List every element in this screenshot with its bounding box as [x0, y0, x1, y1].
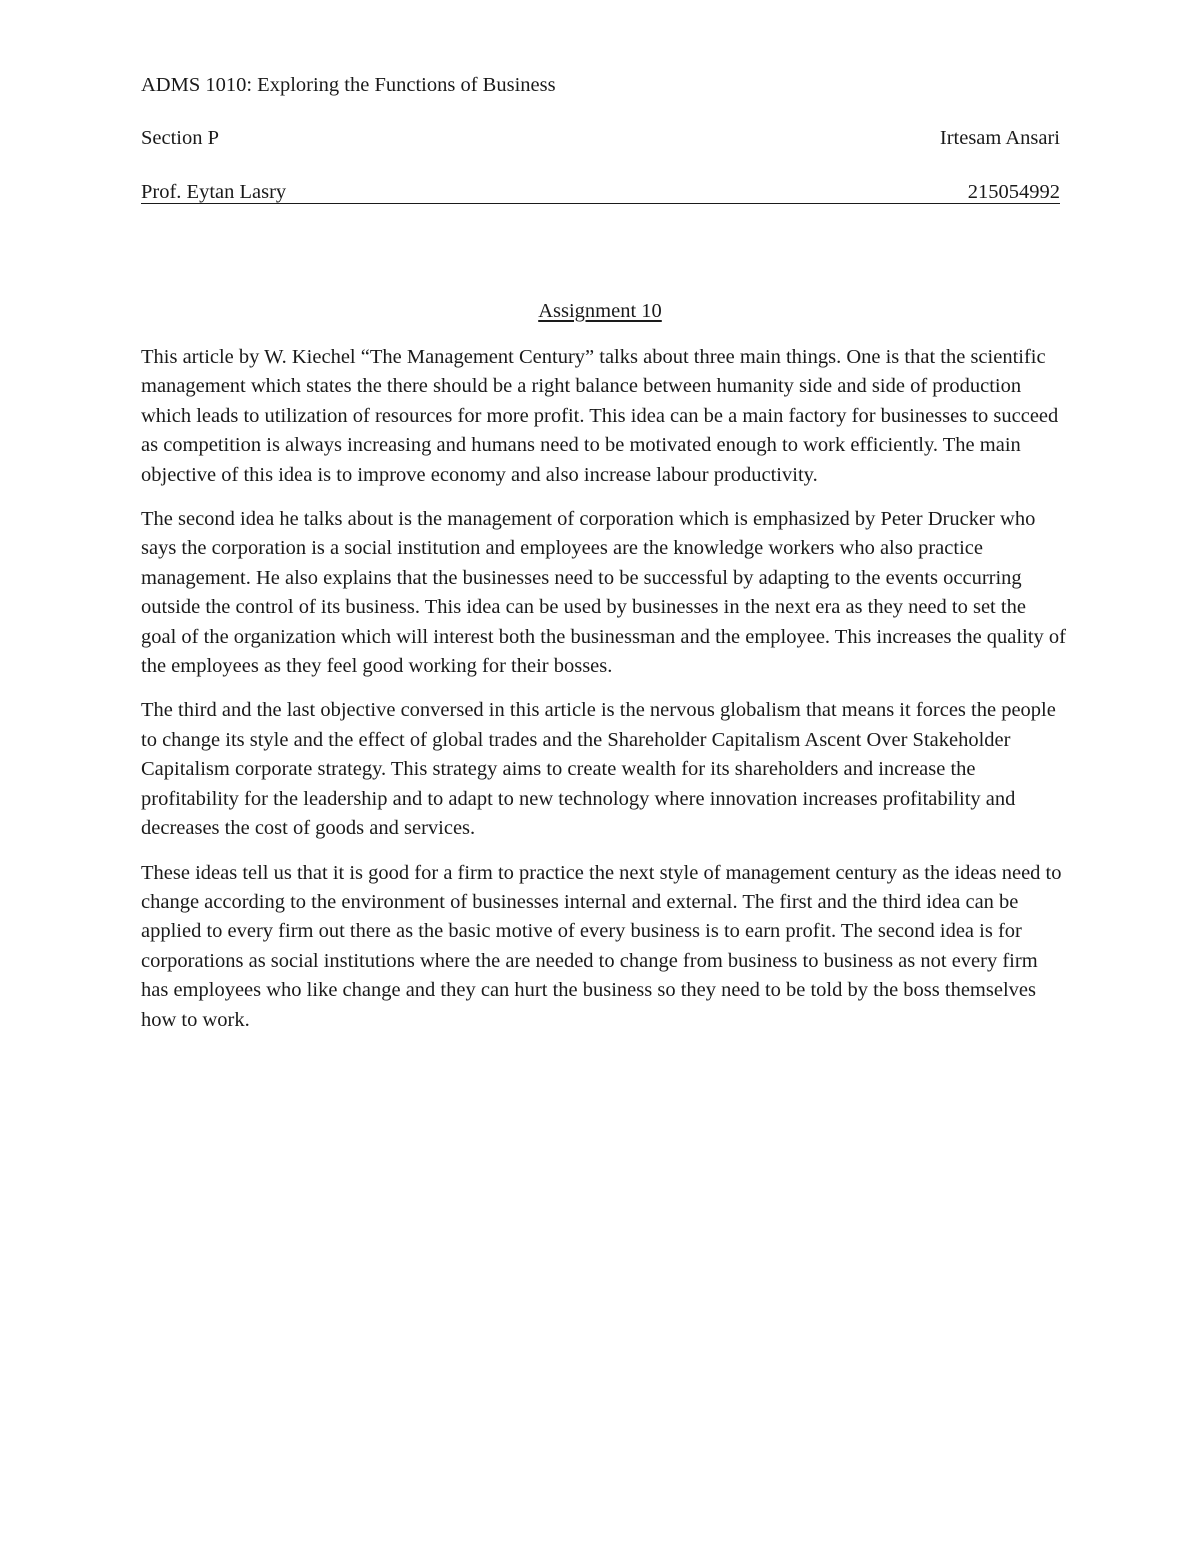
professor-row [141, 179, 1060, 204]
student-id: 215054992 [967, 181, 1060, 203]
section-row [141, 125, 1060, 151]
professor-name: Prof. Eytan Lasry [141, 181, 287, 203]
student-name: Irtesam Ansari [939, 127, 1060, 149]
assignment-title-container [0, 298, 1200, 324]
section-label: Section P [141, 127, 220, 149]
document-body [141, 343, 1066, 1050]
paragraph-2: The second idea he talks about is the management of corporation which is emphasized by Peter Drucker who says the corporation is a social institution and employees are the knowledge workers who also practice management. He also explains that the businesses need to be successful by adapting to the events occurring outside the control of its business. This idea can be used by businesses in the next era as they need to set the goal of the organization which will interest both the businessman and the employee. This increases the quality of the employees as they feel good working for their bosses. [141, 508, 1066, 678]
course-title: ADMS 1010: Exploring the Functions of Business [141, 74, 556, 96]
paragraph-3: The third and the last objective conversed in this article is the nervous globalism that means it forces the people to change its style and the effect of global trades and the Shareholder Capitalism Ascent Over Stakeholder Capitalism corporate strategy. This strategy aims to create wealth for its shareholders and increase the profitability for the leadership and to adapt to new technology where innovation increases profitability and decreases the cost of goods and services. [141, 699, 1056, 840]
assignment-title: Assignment 10 [538, 300, 662, 322]
paragraph-1: This article by W. Kiechel “The Management Century” talks about three main things. One is that the scientific management which states the there should be a right balance between humanity side and side of production which leads to utilization of resources for more profit. This idea can be a main factory for businesses to succeed as competition is always increasing and humans need to be motivated enough to work efficiently. The main objective of this idea is to improve economy and also increase labour productivity. [141, 346, 1059, 486]
paragraph-4: These ideas tell us that it is good for a firm to practice the next style of management century as the ideas need to change according to the environment of businesses internal and external. The first and the third idea can be applied to every firm out there as the basic motive of every business is to earn profit. The second idea is for corporations as social institutions where the are needed to change from business to business as not every firm has employees who like change and they can hurt the business so they need to be told by the boss themselves how to work. [141, 861, 1062, 1031]
